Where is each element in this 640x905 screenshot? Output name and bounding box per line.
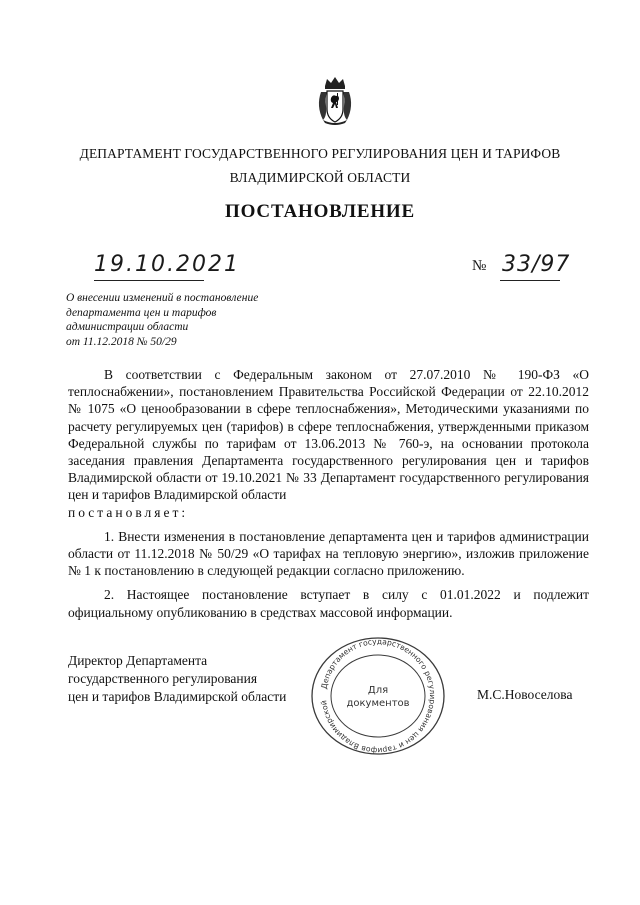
item-1-paragraph: 1. Внести изменения в постановление департамента цен и тарифов администрации области от 11.12.2018 № 50/29 «О тарифах на тепловую энергию», изложив приложение № 1 к постановлению в следующей редакции согласно приложению.	[68, 528, 589, 579]
document-number: 33/97	[502, 252, 571, 277]
number-prefix: №	[472, 258, 487, 274]
document-subject	[66, 291, 366, 349]
subject-line: О внесении изменений в постановление	[66, 292, 259, 304]
stamp-center-line2: документов	[346, 698, 410, 709]
department-name-line1: ДЕПАРТАМЕНТ ГОСУДАРСТВЕННОГО РЕГУЛИРОВАНИЯ ЦЕН И ТАРИФОВ	[79, 146, 561, 161]
item-2-paragraph: 2. Настоящее постановление вступает в силу с 01.01.2022 и подлежит официальному опубликованию в средствах массовой информации.	[68, 587, 589, 620]
official-stamp	[304, 634, 452, 758]
subject-line: департамента цен и тарифов	[66, 306, 217, 319]
date-underline	[94, 280, 204, 281]
document-title: ПОСТАНОВЛЕНИЕ	[225, 201, 415, 222]
stamp-center-line1: Для	[367, 685, 389, 696]
resolves-word: постановляет:	[68, 504, 189, 520]
stamp-ring-text: Департамент государственного регулирования цен и тарифов Владимирской	[319, 636, 438, 756]
signatory-position	[68, 652, 328, 706]
preamble-paragraph: В соответствии с Федеральным законом от 27.07.2010 № 190-ФЗ «О теплоснабжении», постановлением Правительства Российской Федерации от 22.10.2012 № 1075 «О ценообразовании в сфере теплоснабжения», Методическими указаниями по расчету регулируемых цен (тарифов) в сфере теплоснабжения, утвержденными приказом Федеральной службы по тарифам от 13.06.2013 № 760-э, на основании протокола заседания правления Департамента государственного регулирования цен и тарифов Владимирской области от 19.10.2021 № 33 Департамент государственного регулирования цен и тарифов Владимирской области	[68, 367, 589, 503]
position-line: цен и тарифов Владимирской области	[68, 689, 287, 704]
number-underline	[500, 280, 560, 281]
subject-line: администрации области	[66, 321, 189, 333]
position-line: государственного регулирования	[68, 671, 258, 686]
coat-of-arms-icon	[315, 76, 355, 126]
signatory-name: М.С.Новоселова	[477, 687, 573, 702]
department-name-line2: ВЛАДИМИРСКОЙ ОБЛАСТИ	[229, 170, 411, 185]
document-body	[68, 366, 589, 621]
subject-line: от 11.12.2018 № 50/29	[66, 335, 177, 348]
document-date: 19.10.2021	[94, 252, 240, 277]
position-line: Директор Департамента	[68, 653, 208, 668]
